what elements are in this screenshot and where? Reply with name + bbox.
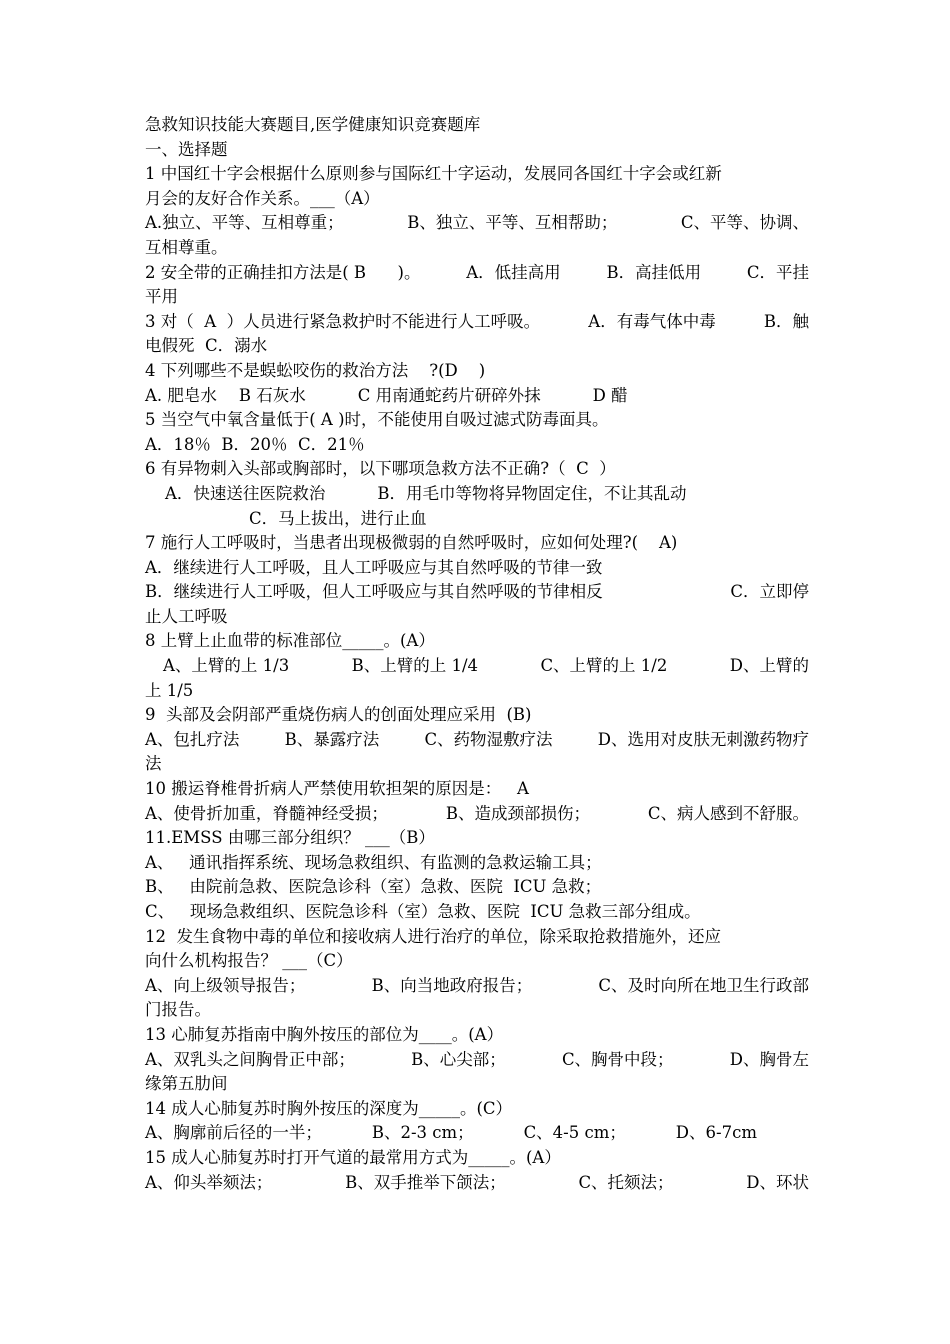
option-a: A、向上级领导报告； bbox=[145, 975, 306, 995]
question-9-options-cont: 法 bbox=[145, 754, 162, 774]
option-b: B、向当地政府报告； bbox=[371, 975, 533, 995]
question-10-options bbox=[145, 802, 809, 827]
option-a: A．有毒气体中毒 bbox=[588, 311, 716, 331]
question-14-text: 14 成人心肺复苏时胸外按压的深度为_____。(C） bbox=[145, 1098, 513, 1118]
option-c: C、胸骨中段； bbox=[561, 1049, 674, 1069]
option-b: B．高挂低用 bbox=[606, 262, 702, 282]
option-b: B、2-3 cm； bbox=[371, 1123, 474, 1143]
option-c: C、上臂的上 1/2 bbox=[540, 656, 668, 676]
option-a: A．低挂高用 bbox=[466, 262, 561, 282]
document-page bbox=[145, 113, 809, 1195]
option-b: B、造成颈部损伤； bbox=[445, 803, 590, 823]
option-b: B、心尖部； bbox=[411, 1049, 506, 1069]
question-7-option-a: A．继续进行人工呼吸，且人工呼吸应与其自然呼吸的节律一致 bbox=[145, 557, 603, 577]
question-12-text-cont: 向什么机构报告？ ___（C） bbox=[145, 951, 353, 971]
option-a: A、仰头举颏法； bbox=[145, 1172, 273, 1192]
option-d: D 醋 bbox=[592, 385, 628, 405]
question-9-text: 9 头部及会阴部严重烧伤病人的创面处理应采用 (B) bbox=[145, 705, 532, 725]
option-b: B、上臂的上 1/4 bbox=[351, 656, 479, 676]
question-5-text: 5 当空气中氧含量低于( A )时，不能使用自吸过滤式防毒面具。 bbox=[145, 410, 609, 430]
option-a: A、包扎疗法 bbox=[145, 729, 240, 749]
question-11-option-b: B、 由院前急救、医院急诊科（室）急救、医院 ICU 急救； bbox=[145, 877, 602, 897]
option-a: A、双乳头之间胸骨正中部； bbox=[145, 1049, 355, 1069]
question-1-text: 1 中国红十字会根据什么原则参与国际红十字运动，发展同各国红十字会或红新 bbox=[145, 164, 722, 184]
question-6-text: 6 有异物刺入头部或胸部时，以下哪项急救方法不正确?（ C ） bbox=[145, 459, 616, 479]
option-a: A、上臂的上 1/3 bbox=[163, 656, 290, 676]
option-b: B．继续进行人工呼吸，但人工呼吸应与其自然呼吸的节律相反 bbox=[145, 582, 603, 602]
question-10-text: 10 搬运脊椎骨折病人严禁使用软担架的原因是： A bbox=[145, 779, 529, 799]
question-8-options bbox=[145, 654, 809, 679]
option-b: B．用毛巾等物将异物固定住，不让其乱动 bbox=[377, 483, 687, 503]
question-12-text: 12 发生食物中毒的单位和接收病人进行治疗的单位，除采取抢救措施外，还应 bbox=[145, 926, 721, 946]
option-d: D、上臂的 bbox=[729, 656, 809, 676]
option-c: C．平挂 bbox=[746, 262, 809, 282]
document-title: 急救知识技能大赛题目,医学健康知识竞赛题库 bbox=[145, 115, 481, 134]
question-2-text bbox=[145, 261, 809, 286]
option-a: A.独立、平等、互相尊重； bbox=[145, 213, 344, 233]
option-a: A、使骨折加重，脊髓神经受损； bbox=[145, 803, 388, 823]
question-1-options-cont: 互相尊重。 bbox=[145, 237, 228, 257]
question-7-option-b bbox=[145, 580, 809, 605]
question-12-options bbox=[145, 974, 809, 999]
option-c: C．马上拔出，进行止血 bbox=[249, 508, 427, 528]
option-d: D、选用对皮肤无刺激药物疗 bbox=[597, 729, 809, 749]
section-heading: 一、选择题 bbox=[145, 139, 228, 159]
question-15-text: 15 成人心肺复苏时打开气道的最常用方式为_____。(A） bbox=[145, 1147, 561, 1167]
question-9-options bbox=[145, 728, 809, 753]
question-6-options-cont bbox=[145, 507, 809, 532]
question-stem: 2 安全带的正确挂扣方法是( B )。 bbox=[145, 262, 421, 282]
option-c: C、及时向所在地卫生行政部 bbox=[598, 975, 809, 995]
question-7-options-cont: 止人工呼吸 bbox=[145, 606, 228, 626]
option-c: C、病人感到不舒服。 bbox=[647, 803, 809, 823]
option-d: D、胸骨左 bbox=[729, 1049, 809, 1069]
question-13-options bbox=[145, 1048, 809, 1073]
question-1-text-cont: 月会的友好合作关系。___（A） bbox=[145, 188, 380, 208]
question-14-options bbox=[145, 1121, 757, 1146]
option-a: A. 肥皂水 bbox=[145, 385, 217, 405]
option-c: C、4-5 cm； bbox=[523, 1123, 626, 1143]
option-d: D、环状 bbox=[746, 1172, 809, 1192]
option-b: B、暴露疗法 bbox=[284, 729, 380, 749]
question-2-text-cont: 平用 bbox=[145, 287, 178, 307]
option-c: C、平等、协调、 bbox=[680, 213, 809, 233]
question-3-text-cont: 电假死 C．溺水 bbox=[145, 336, 268, 356]
question-11-text: 11.EMSS 由哪三部分组织？ ___（B） bbox=[145, 828, 435, 848]
question-stem: 3 对（ A ）人员进行紧急救护时不能进行人工呼吸。 bbox=[145, 311, 541, 331]
question-4-options bbox=[145, 384, 809, 409]
option-b: B、双手推举下颌法； bbox=[345, 1172, 506, 1192]
option-b: B．触 bbox=[763, 311, 809, 331]
question-3-text bbox=[145, 310, 809, 335]
question-13-options-cont: 缘第五肋间 bbox=[145, 1074, 228, 1094]
option-b: B、独立、平等、互相帮助； bbox=[407, 213, 618, 233]
question-15-options bbox=[145, 1171, 809, 1196]
question-6-options bbox=[145, 482, 809, 507]
question-7-text: 7 施行人工呼吸时，当患者出现极微弱的自然呼吸时，应如何处理?( A) bbox=[145, 533, 678, 553]
question-13-text: 13 心肺复苏指南中胸外按压的部位为____。(A） bbox=[145, 1024, 504, 1044]
question-5-options: A．18％ B．20％ C．21％ bbox=[145, 434, 365, 454]
question-8-options-cont: 上 1/5 bbox=[145, 680, 194, 700]
question-11-option-a: A、 通讯指挥系统、现场急救组织、有监测的急救运输工具； bbox=[145, 852, 602, 872]
question-4-text: 4 下列哪些不是蜈蚣咬伤的救治方法 ?(D ) bbox=[145, 360, 486, 380]
option-a: A、胸廓前后径的一半； bbox=[145, 1123, 322, 1143]
option-a: A．快速送往医院救治 bbox=[165, 483, 326, 503]
option-c: C、药物湿敷疗法 bbox=[424, 729, 553, 749]
option-c: C 用南通蛇药片研碎外抹 bbox=[357, 385, 541, 405]
question-1-options bbox=[145, 211, 809, 236]
option-c: C、托颏法； bbox=[578, 1172, 674, 1192]
question-8-text: 8 上臂上止血带的标准部位_____。(A） bbox=[145, 631, 435, 651]
question-12-options-cont: 门报告。 bbox=[145, 1000, 211, 1020]
question-11-option-c: C、 现场急救组织、医院急诊科（室）急救、医院 ICU 急救三部分组成。 bbox=[145, 902, 701, 921]
option-c: C．立即停 bbox=[730, 582, 809, 602]
option-b: B 石灰水 bbox=[238, 385, 306, 405]
option-d: D、6-7cm bbox=[675, 1123, 757, 1143]
